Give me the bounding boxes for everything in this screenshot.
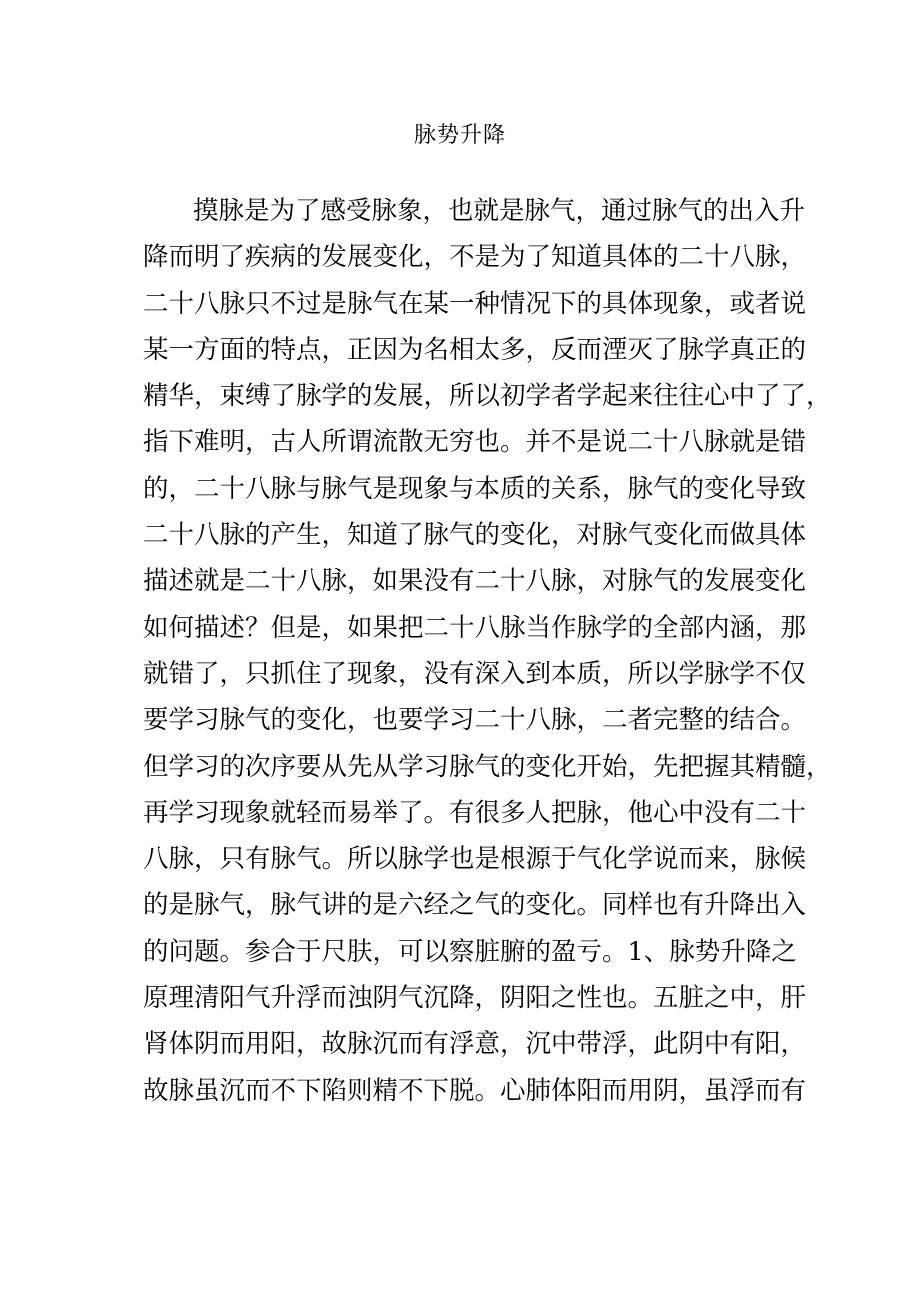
body-line: 的，二十八脉与脉气是现象与本质的关系，脉气的变化导致 [143,473,807,504]
document-title: 脉势升降 [413,123,506,148]
body-line: 降而明了疾病的发展变化，不是为了知道具体的二十八脉， [143,242,807,273]
body-line: 要学习脉气的变化，也要学习二十八脉，二者完整的结合。 [143,705,807,736]
body-line: 的问题。参合于尺肤，可以察脏腑的盈亏。1、脉势升降之 [143,936,797,967]
body-line: 肾体阴而用阳，故脉沉而有浮意，沉中带浮，此阴中有阳， [143,1029,807,1060]
body-line: 某一方面的特点，正因为名相太多，反而湮灭了脉学真正的 [143,334,807,365]
body-line: 摸脉是为了感受脉象，也就是脉气，通过脉气的出入升 [193,196,806,226]
body-line: 二十八脉的产生，知道了脉气的变化，对脉气变化而做具体 [143,520,807,551]
body-line: 八脉，只有脉气。所以脉学也是根源于气化学说而来，脉候 [143,844,807,875]
body-line: 就错了，只抓住了现象，没有深入到本质，所以学脉学不仅 [143,658,807,689]
body-line: 二十八脉只不过是脉气在某一种情况下的具体现象，或者说 [143,288,807,319]
body-line: 如何描述？但是，如果把二十八脉当作脉学的全部内涵，那 [143,612,807,643]
body-line: 故脉虽沉而不下陷则精不下脱。心肺体阳而用阴，虽浮而有 [143,1075,807,1106]
body-line: 但学习的次序要从先从学习脉气的变化开始，先把握其精髓， [143,751,832,782]
body-line: 指下难明，古人所谓流散无穷也。并不是说二十八脉就是错 [143,427,807,458]
body-line: 精华，束缚了脉学的发展，所以初学者学起来往往心中了了， [143,381,832,412]
document-body [143,188,832,1114]
body-line: 的是脉气，脉气讲的是六经之气的变化。同样也有升降出入 [143,890,807,921]
body-line: 描述就是二十八脉，如果没有二十八脉，对脉气的发展变化 [143,566,807,597]
body-line: 原理清阳气升浮而浊阴气沉降，阴阳之性也。五脏之中，肝 [143,983,807,1014]
body-line: 再学习现象就轻而易举了。有很多人把脉，他心中没有二十 [143,797,807,828]
